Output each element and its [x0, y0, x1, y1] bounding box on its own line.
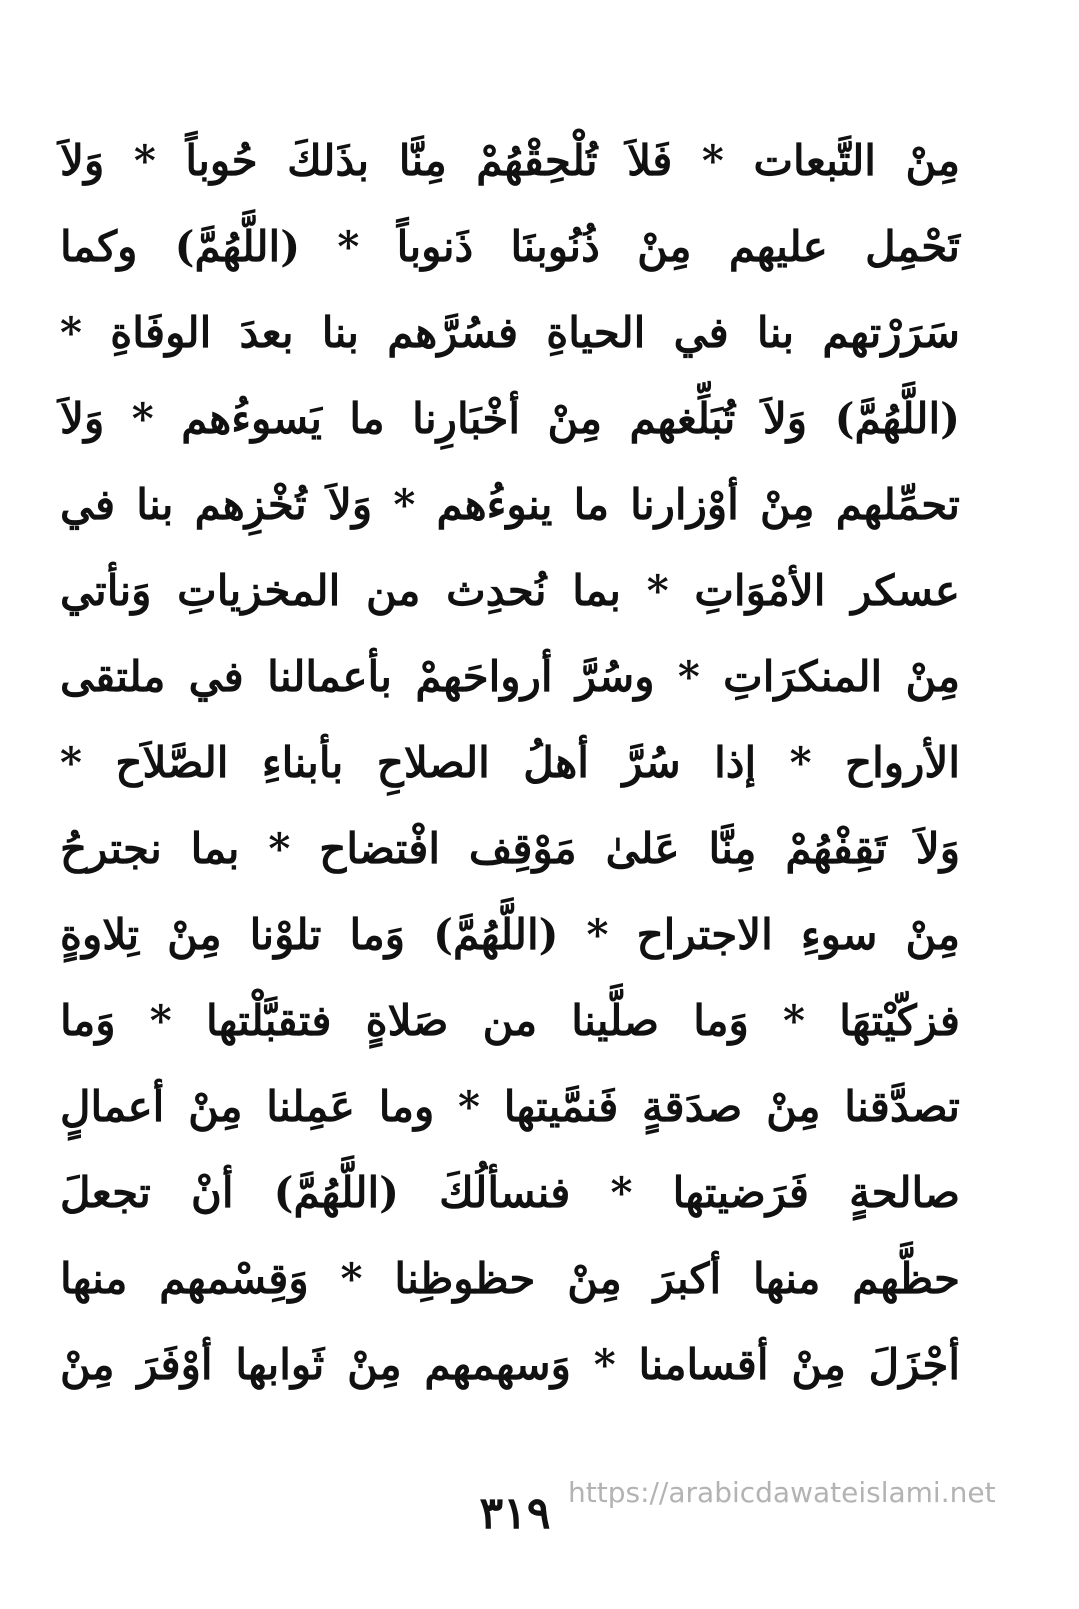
text-line: تَحْمِل عليهم مِنْ ذُنُوبنَا ذَنوباً * (اللَّهُمَّ) وكما — [60, 222, 960, 271]
text-line: مِنْ التَّبعات * فَلاَ تُلْحِقْهُمْ مِنَّا بذَلكَ حُوباً * وَلاَ — [60, 136, 960, 185]
text-line: أجْزَلَ مِنْ أقسامنا * وَسهمهم مِنْ ثَوابها أوْفَرَ مِنْ — [60, 1340, 960, 1389]
text-line: حظَّهم منها أكبرَ مِنْ حظوظِنا * وَقِسْمهم منها — [60, 1254, 960, 1303]
text-line: مِنْ المنكرَاتِ * وسُرَّ أرواحَهمْ بأعمالنا في ملتقى — [60, 652, 960, 701]
watermark-url: https://arabicdawateislami.net — [568, 1476, 996, 1509]
text-line: مِنْ سوءِ الاجتراح * (اللَّهُمَّ) وَما تلوْنا مِنْ تِلاوةٍ — [60, 910, 960, 959]
text-line: فزكّيْتهَا * وَما صلَّينا من صَلاةٍ فتقبَّلْتها * وَما — [60, 996, 960, 1045]
text-line: وَلاَ تَقِفْهُمْ مِنَّا عَلىٰ مَوْقِف افْتضاح * بما نجترحُ — [60, 824, 960, 873]
text-line: (اللَّهُمَّ) وَلاَ تُبَلِّغهم مِنْ أخْبَارِنا ما يَسوءُهم * وَلاَ — [60, 394, 960, 443]
text-line: الأرواح * إذا سُرَّ أهلُ الصلاحِ بأبناءِ الصَّلاَح * — [60, 738, 960, 787]
text-line: عسكر الأمْوَاتِ * بما نُحدِث من المخزياتِ وَنأتي — [60, 566, 960, 615]
page-text-body — [60, 118, 960, 1408]
text-line: سَرَرْتهم بنا في الحياةِ فسُرَّهم بنا بعدَ الوفَاةِ * — [60, 308, 960, 357]
text-line: تحمِّلهم مِنْ أوْزارنا ما ينوءُهم * وَلاَ تُخْزِهم بنا في — [60, 480, 960, 529]
text-line: تصدَّقنا مِنْ صدَقةٍ فَنمَّيتها * وما عَمِلنا مِنْ أعمالٍ — [60, 1082, 960, 1131]
page-number: ٣١٩ — [479, 1488, 551, 1539]
text-line: صالحةٍ فَرَضيتها * فنسألُكَ (اللَّهُمَّ) أنْ تجعلَ — [60, 1168, 960, 1217]
